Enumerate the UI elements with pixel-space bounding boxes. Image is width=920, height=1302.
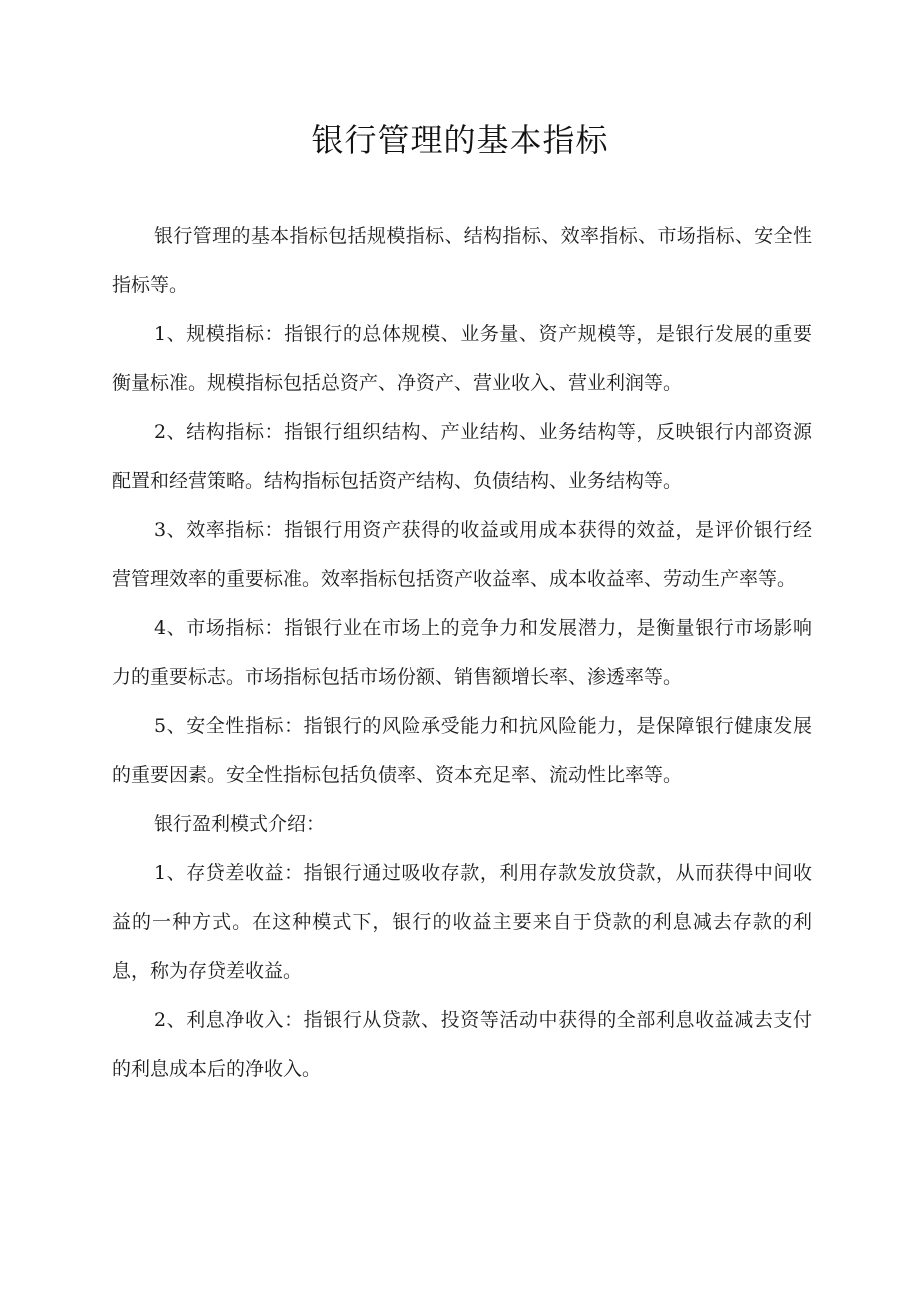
paragraph-scale-indicator: 1、规模指标：指银行的总体规模、业务量、资产规模等，是银行发展的重要衡量标准。规模指标包括总资产、净资产、营业收入、营业利润等。: [112, 323, 812, 394]
paragraph-structure-indicator: 2、结构指标：指银行组织结构、产业结构、业务结构等，反映银行内部资源配置和经营策略。结构指标包括资产结构、负债结构、业务结构等。: [112, 421, 812, 492]
section-heading-profit-model: 银行盈利模式介绍：: [154, 813, 326, 835]
paragraph-net-interest-income: 2、利息净收入：指银行从贷款、投资等活动中获得的全部利息收益减去支付的利息成本后的净收入。: [112, 1009, 812, 1080]
document-title: 银行管理的基本指标: [311, 121, 609, 159]
document-body: [112, 212, 812, 1094]
paragraph-market-indicator: 4、市场指标：指银行业在市场上的竞争力和发展潜力，是衡量银行市场影响力的重要标志。市场指标包括市场份额、销售额增长率、渗透率等。: [112, 617, 812, 688]
intro-paragraph: 银行管理的基本指标包括规模指标、结构指标、效率指标、市场指标、安全性指标等。: [112, 225, 812, 296]
paragraph-safety-indicator: 5、安全性指标：指银行的风险承受能力和抗风险能力，是保障银行健康发展的重要因素。安全性指标包括负债率、资本充足率、流动性比率等。: [112, 715, 812, 786]
paragraph-deposit-loan-spread: 1、存贷差收益：指银行通过吸收存款，利用存款发放贷款，从而获得中间收益的一种方式。在这种模式下，银行的收益主要来自于贷款的利息减去存款的利息，称为存贷差收益。: [112, 862, 812, 982]
paragraph-efficiency-indicator: 3、效率指标：指银行用资产获得的收益或用成本获得的效益，是评价银行经营管理效率的重要标准。效率指标包括资产收益率、成本收益率、劳动生产率等。: [112, 519, 812, 590]
